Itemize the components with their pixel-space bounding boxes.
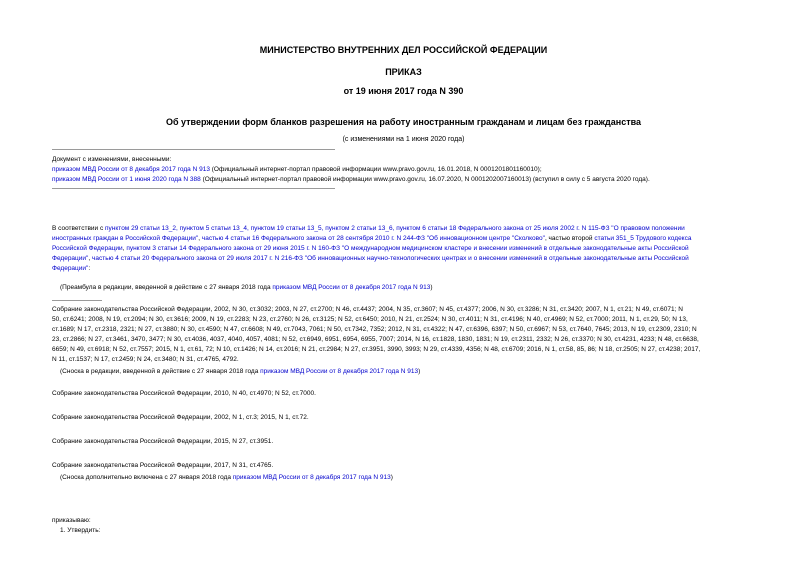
footnote-1-line-2 — [52, 315, 688, 325]
footnote-1-line-3 — [52, 325, 697, 335]
preamble-link-115fz[interactable]: пунктом 29 статьи 13_2, пунктом 5 статьи 13_4, пунктом 19 статьи 13_5, пунктом 2 статьи 13_6, пунктом 6 статьи 18 Федерального закона от 25 июля 2002 г. N 115-ФЗ "О правовом положении — [105, 225, 685, 232]
preamble-note-text: (Преамбула в редакции, введенной в действие с 27 января 2018 года — [60, 284, 273, 291]
change-line-2-text: (Официальный интернет-портал правовой информации www.pravo.gov.ru, 16.07.2020, N 0001202007160013) (вступил в силу с 5 августа 2020 года). — [200, 176, 650, 183]
preamble-line-5 — [52, 264, 90, 274]
footnote-5-note — [60, 473, 393, 483]
changes-line-1 — [52, 165, 542, 175]
footnote-text: 6659; N 49, ст.6918; N 52, ст.7557; 2015, N 1, ст.61, 72; N 10, ст.1426; N 14, ст.2016; N 21, ст.2984; N 27, ст.3951, 3990, 3993; N 29, ст.4339, 4356; N 48, ст.6709; 2016, N 1, ст.58, 85, 86; N 18, ст.2505; N 27, ст.4238; 2017, — [52, 346, 701, 353]
preamble-line-4 — [52, 254, 689, 264]
preamble-link-160fz-cont[interactable]: Федерации" — [52, 255, 89, 262]
preamble-line-1 — [52, 224, 685, 234]
footnote-text: Собрание законодательства Российской Федерации, 2015, N 27, ст.3951. — [52, 438, 274, 445]
preamble-link-244fz[interactable]: частью 4 статьи 16 Федерального закона от 28 сентября 2010 г. N 244-ФЗ "Об инновационном центре "Сколково" — [201, 235, 545, 242]
footnote-text: 50, ст.6241; 2008, N 19, ст.2094; N 30, ст.3616; 2009, N 19, ст.2283; N 23, ст.2760; N 26, ст.3125; N 52, ст.6450; 2010, N 21, ст.2524; N 30, ст.4011; N 31, ст.4196; N 40, ст.4969; N 52, ст.7000; 2011, N 1, ст.29, 50; N 13, — [52, 316, 688, 323]
footnote-5 — [52, 461, 273, 471]
preamble-text: : — [88, 265, 91, 272]
footnote-1-line-1 — [52, 305, 683, 315]
footnote-4 — [52, 437, 273, 447]
doc-type-heading: ПРИКАЗ — [385, 67, 422, 77]
change-link-913[interactable]: приказом МВД России от 8 декабря 2017 года N 913 — [52, 166, 210, 173]
footnote-text: N 11, ст.1537; N 17, ст.2459; N 24, ст.3480; N 31, ст.4765, 4792. — [52, 356, 239, 363]
preamble-text: , — [122, 245, 127, 252]
change-line-1-text: (Официальный интернет-портал правовой информации www.pravo.gov.ru, 16.01.2018, N 0001201801160010); — [209, 166, 542, 173]
preamble-link-160fz[interactable]: пунктом 3 статьи 14 Федерального закона от 29 июня 2015 г. N 160-ФЗ "О международном медицинском кластере и внесении изменений в отдельные законодательные акты Российской — [126, 245, 689, 252]
change-link-388[interactable]: приказом МВД России от 1 июня 2020 года N 388 — [52, 176, 201, 183]
footnote-text: Собрание законодательства Российской Федерации, 2002, N 1, ст.3; 2015, N 1, ст.72. — [52, 414, 309, 421]
preamble-note-text: ) — [430, 284, 433, 291]
preamble-text: , — [198, 235, 202, 242]
preamble-link-labor-code[interactable]: статьи 351_5 Трудового кодекса — [594, 235, 692, 242]
footnote-3 — [52, 413, 309, 423]
preamble-line-2 — [52, 234, 691, 244]
footnote-1-note — [60, 367, 420, 377]
preamble-link-labor-code-cont[interactable]: Российской Федерации — [52, 245, 123, 252]
changes-line-2 — [52, 175, 650, 185]
footnote-text: ст.1689; N 17, ст.2318, 2321; N 27, ст.3880; N 30, ст.4590; N 47, ст.6608; N 49, ст.7043, 7061; N 50, ст.7342, 7352; 2012, N 31, ст.4322; N 47, ст.6396, 6397; N 50, ст.6967; N 53, ст.7640, 7645; 2013, N 19, ст.2309, 2310; N — [52, 326, 697, 333]
footnote-1-line-5 — [52, 345, 700, 355]
footnote-1-line-6 — [52, 355, 239, 365]
footnote-2 — [52, 389, 316, 399]
footnote-text: Собрание законодательства Российской Федерации, 2017, N 31, ст.4765. — [52, 462, 274, 469]
order-item-1: 1. Утвердить: — [60, 527, 101, 534]
footnote-1-line-4 — [52, 335, 699, 345]
ministry-heading: МИНИСТЕРСТВО ВНУТРЕННИХ ДЕЛ РОССИЙСКОЙ ФЕДЕРАЦИИ — [259, 45, 548, 55]
preamble-line-3 — [52, 244, 689, 254]
footnote-1-note-link[interactable]: приказом МВД России от 8 декабря 2017 года N 913 — [260, 368, 419, 375]
date-number-heading: от 19 июня 2017 года N 390 — [343, 86, 464, 96]
preamble-text: В соответствии с — [52, 225, 106, 232]
amendment-note: (с изменениями на 1 июня 2020 года) — [342, 136, 465, 143]
preamble-text: , — [88, 255, 92, 262]
footnote-note-text: ) — [390, 474, 393, 481]
preamble-link-216fz-cont[interactable]: Федерации" — [52, 265, 89, 272]
footnote-note-text: (Сноска дополнительно включена с 27 января 2018 года — [60, 474, 233, 481]
changes-divider — [52, 149, 335, 150]
footnote-divider — [52, 300, 102, 301]
preamble-link-216fz[interactable]: частью 4 статьи 20 Федерального закона от 29 июля 2017 г. N 216-ФЗ "Об инновационных научно-технологических центрах и о внесении изменений в отдельные законодательные акты Российской — [91, 255, 689, 262]
footnote-note-text: ) — [418, 368, 421, 375]
page-title: Об утверждении форм бланков разрешения на работу иностранным гражданам и лицам без гражданства — [165, 117, 642, 127]
footnote-text: Собрание законодательства Российской Федерации, 2002, N 30, ст.3032; 2003, N 27, ст.2700; N 46, ст.4437; 2004, N 35, ст.3607; N 45, ст.4377; 2006, N 30, ст.3286; N 31, ст.3420; 2007, N 1, ст.21; N 49, ст.6071; N — [52, 306, 683, 313]
footnote-5-note-link[interactable]: приказом МВД России от 8 декабря 2017 года N 913 — [232, 474, 391, 481]
footnote-note-text: (Сноска в редакции, введенной в действие с 27 января 2018 года — [60, 368, 261, 375]
footnote-text: Собрание законодательства Российской Федерации, 2010, N 40, ст.4970; N 52, ст.7000. — [52, 390, 316, 397]
changes-divider-bottom — [52, 188, 335, 189]
preamble-link-115fz-cont[interactable]: иностранных граждан в Российской Федерации" — [52, 235, 199, 242]
changes-heading: Документ с изменениями, внесенными: — [52, 156, 172, 163]
preamble-note-link[interactable]: приказом МВД России от 8 декабря 2017 года N 913 — [272, 284, 431, 291]
order-intro: приказываю: — [52, 517, 91, 524]
preamble-note — [60, 283, 433, 293]
preamble-text: , частью второй — [544, 235, 595, 242]
footnote-text: 23, ст.2866; N 27, ст.3461, 3470, 3477; N 30, ст.4036, 4037, 4040, 4057, 4081; N 52, ст.6949, 6951, 6954, 6955, 7007; 2014, N 16, ст.1828, 1830, 1831; N 19, ст.2311, 2332; N 26, ст.3370; N 30, ст.4231, 4233; N 48, ст.6638, — [52, 336, 699, 343]
